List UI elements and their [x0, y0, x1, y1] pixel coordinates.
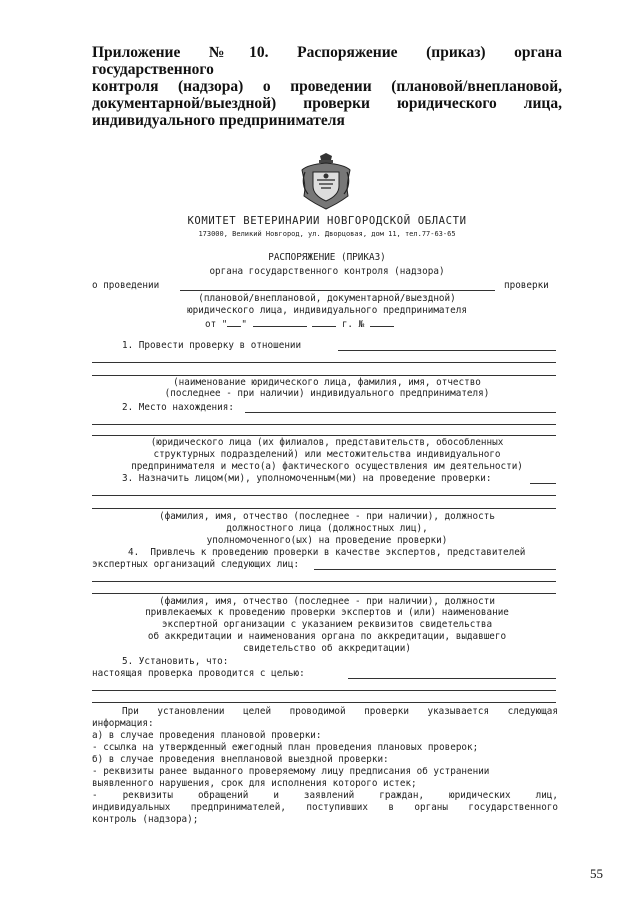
note-line: - реквизиты ранее выданного проверяемому лицу предписания об устранении — [92, 766, 490, 777]
item-3-caption: должностного лица (должностных лиц), — [226, 523, 428, 534]
item-4-caption: (фамилия, имя, отчество (последнее - при наличии), должности — [159, 596, 495, 607]
item-5-blank[interactable] — [92, 690, 556, 691]
item-2: 2. Место нахождения: — [122, 402, 234, 413]
note-line: а) в случае проведения плановой проверки: — [92, 730, 322, 741]
coat-of-arms-icon — [300, 152, 352, 210]
item-5-goal: настоящая проверка проводится с целью: — [92, 668, 305, 679]
org-line: органа государственного контроля (надзора) — [209, 266, 445, 277]
item-4-caption: об аккредитации и наименования органа по аккредитации, выдавшего — [147, 631, 507, 642]
order-number-blank[interactable] — [370, 317, 394, 327]
item-2-caption: структурных подразделений) или местожительства индивидуального — [153, 449, 501, 460]
date-mid: " — [241, 319, 247, 330]
check-label: проверки — [504, 280, 549, 291]
organization-address: 173000, Великий Новгород, ул. Дворцовая, дом 11, тел.77-63-65 — [198, 230, 456, 238]
form-heading: РАСПОРЯЖЕНИЕ (ПРИКАЗ) — [268, 252, 386, 263]
item-4-caption: свидетельство об аккредитации) — [243, 643, 411, 654]
item-1: 1. Провести проверку в отношении — [122, 340, 302, 351]
item-3-blank[interactable] — [92, 508, 556, 509]
item-5: 5. Установить, что: — [122, 656, 229, 667]
order-date-line — [205, 317, 394, 330]
title-line: контроля (надзора) о проведении (плановой/внеплановой, — [92, 78, 562, 95]
check-type-caption: (плановой/внеплановой, документарной/выездной) — [198, 293, 456, 304]
title-line: Приложение №10. Распоряжение (приказ) органа государственного — [92, 44, 562, 78]
organization-name: КОМИТЕТ ВЕТЕРИНАРИИ НОВГОРОДСКОЙ ОБЛАСТИ — [187, 215, 467, 227]
item-3-caption: (фамилия, имя, отчество (последнее - при наличии), должность — [159, 511, 495, 522]
note-line: б) в случае проведения внеплановой выездной проверки: — [92, 754, 389, 765]
item-2-blank[interactable] — [92, 435, 556, 436]
page-number: 55 — [590, 866, 603, 881]
item-5-blank[interactable] — [348, 678, 556, 679]
date-month-blank[interactable] — [253, 317, 307, 327]
item-2-blank[interactable] — [245, 412, 556, 413]
item-4-blank[interactable] — [314, 569, 556, 570]
note-line: - ссылка на утвержденный ежегодный план проведения плановых проверок; — [92, 742, 479, 753]
item-3-blank[interactable] — [92, 495, 556, 496]
date-prefix: от " — [205, 319, 228, 330]
item-1-caption: (наименование юридического лица, фамилия, имя, отчество — [173, 377, 481, 388]
note-line: индивидуальных предпринимателей, поступивших в органы государственного — [92, 802, 558, 813]
item-3-blank[interactable] — [530, 483, 556, 484]
about-label: о проведении — [92, 280, 160, 291]
item-5-blank[interactable] — [92, 702, 556, 703]
item-2-caption: (юридического лица (их филиалов, представительств, обособленных — [150, 437, 504, 448]
date-year-blank[interactable] — [312, 317, 336, 327]
item-4-caption: экспертной организации с указанием реквизитов свидетельства — [161, 619, 493, 630]
item-2-caption: предпринимателя и место(а) фактического осуществления им деятельности) — [131, 461, 523, 472]
item-4: 4. Привлечь к проведению проверки в качестве экспертов, представителей — [128, 547, 526, 558]
note-line: При установлении целей проводимой проверки указывается следующая — [122, 706, 558, 717]
item-1-caption: (последнее - при наличии) индивидуального предпринимателя) — [164, 388, 490, 399]
note-line: выявленного нарушения, срок для исполнения которого истек; — [92, 778, 417, 789]
note-line: контроль (надзора); — [92, 814, 199, 825]
item-1-blank[interactable] — [92, 375, 556, 376]
item-3-caption: уполномоченного(ых) на проведение проверки) — [206, 535, 448, 546]
title-line: индивидуального предпринимателя — [92, 112, 345, 129]
item-3: 3. Назначить лицом(ми), уполномоченным(ми) на проведение проверки: — [122, 473, 492, 484]
check-type-blank[interactable] — [180, 290, 495, 291]
item-4: экспертных организаций следующих лиц: — [92, 559, 300, 570]
item-2-blank[interactable] — [92, 424, 556, 425]
title-line: документарной/выездной) проверки юридического лица, — [92, 95, 562, 112]
item-4-caption: привлекаемых к проведению проверки экспертов и (или) наименование — [145, 607, 509, 618]
note-line: информация: — [92, 718, 154, 729]
document-title — [92, 44, 562, 129]
item-1-blank[interactable] — [92, 362, 556, 363]
item-4-blank[interactable] — [92, 581, 556, 582]
date-number-label: г. № — [341, 319, 365, 330]
date-day-blank[interactable] — [227, 317, 241, 327]
note-line: - реквизиты обращений и заявлений граждан, юридических лиц, — [92, 790, 558, 801]
item-4-blank[interactable] — [92, 593, 556, 594]
subject-line: юридического лица, индивидуального предпринимателя — [187, 305, 467, 316]
item-1-blank[interactable] — [338, 350, 556, 351]
